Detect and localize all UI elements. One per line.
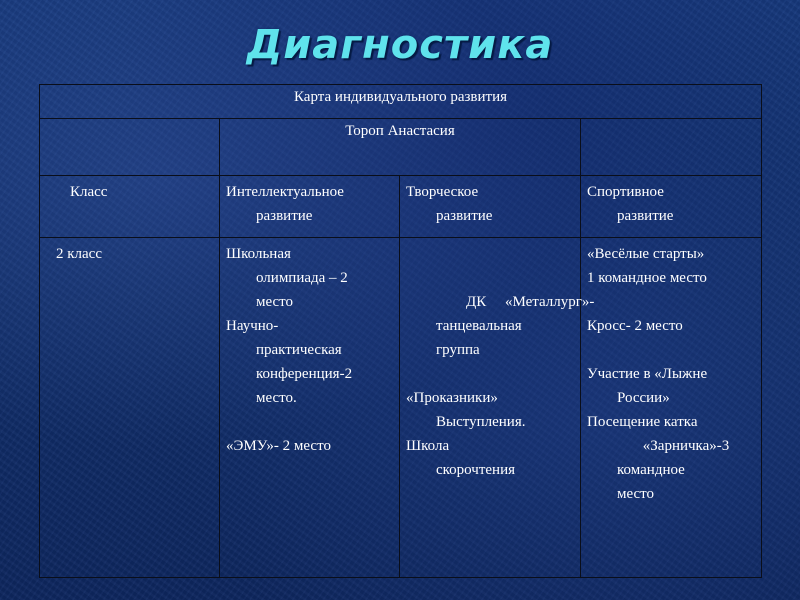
header-sport xyxy=(581,176,762,238)
table-caption: Карта индивидуального развития xyxy=(40,85,762,119)
creative-item-prokazniki: «Проказники» Выступления. xyxy=(406,390,526,430)
student-row xyxy=(40,119,762,176)
empty-cell xyxy=(581,119,762,176)
intellectual-item-conference: Научно- практическая конференция-2 место. xyxy=(226,318,353,406)
sport-item-rink: Посещение катка xyxy=(587,414,698,430)
spacer xyxy=(587,338,755,362)
header-creative-line: Творческое развитие xyxy=(406,184,493,224)
creative-item-dk: ДК «Металлург»- танцевальная группа xyxy=(436,294,595,358)
slide-title: Диагностика xyxy=(246,22,554,68)
spacer xyxy=(587,290,755,314)
sport-item-starts: «Весёлые старты» xyxy=(587,246,705,262)
data-row xyxy=(40,238,762,578)
sport-item-zarnichka: «Зарничка»-3 командное место xyxy=(617,438,730,502)
caption-row xyxy=(40,85,762,119)
sport-item-cross: Кросс- 2 место xyxy=(587,318,683,334)
header-sport-line: Спортивное развитие xyxy=(587,184,674,224)
creative-item-reading: Школа скорочтения xyxy=(406,438,516,478)
cell-creative xyxy=(400,238,595,578)
student-name: Тороп Анастасия xyxy=(220,119,581,176)
empty-cell xyxy=(40,119,220,176)
intellectual-item-emu: «ЭМУ»- 2 место xyxy=(226,438,331,454)
cell-sport xyxy=(581,238,762,578)
header-class: Класс xyxy=(40,176,220,238)
sport-item-team-place: 1 командное место xyxy=(587,270,707,286)
spacer xyxy=(226,410,393,434)
cell-class: 2 класс xyxy=(40,238,220,578)
header-intellectual xyxy=(220,176,400,238)
sport-item-ski: Участие в «Лыжне России» xyxy=(587,366,708,406)
spacer xyxy=(406,242,574,266)
development-card-table xyxy=(39,84,762,578)
intellectual-item-olympiad: Школьная олимпиада – 2 место xyxy=(226,246,348,310)
header-intellectual-line: Интеллектуальное развитие xyxy=(226,184,344,224)
cell-intellectual xyxy=(220,238,400,578)
header-row xyxy=(40,176,762,238)
header-creative xyxy=(400,176,581,238)
